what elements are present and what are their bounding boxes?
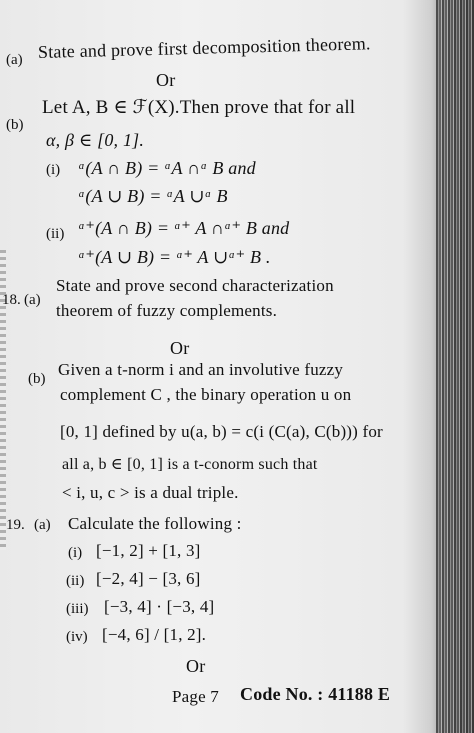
or-19: Or — [186, 656, 206, 676]
or-1: Or — [156, 70, 176, 90]
q19-a-text: Calculate the following : — [68, 514, 242, 533]
q-b1-ii-line1: ᵅ⁺(A ∩ B) = ᵅ⁺ A ∩ᵅ⁺ B and — [78, 218, 290, 238]
q18-a-line1: State and prove second characterization — [56, 276, 334, 295]
q19-a-label: (a) — [34, 517, 51, 533]
q18-b-line2: complement C , the binary operation u on — [60, 385, 352, 404]
q18-a-label: (a) — [24, 292, 41, 308]
q19-item-expr: [−3, 4] · [−3, 4] — [104, 597, 215, 616]
q-b1-ii-label: (ii) — [46, 226, 65, 242]
q18-a-line2: theorem of fuzzy complements. — [56, 301, 278, 320]
book-edge-shadow — [436, 0, 474, 733]
q18-b-line1: Given a t-norm i and an involutive fuzzy — [58, 360, 344, 379]
q-b1-i-label: (i) — [46, 162, 61, 178]
q-b1-line1: Let A, B ∈ ℱ(X).Then prove that for all — [42, 97, 356, 118]
q19-item-label: (i) — [68, 545, 83, 561]
or-18: Or — [170, 338, 190, 358]
page-number: Page 7 — [172, 687, 219, 706]
q19-item-expr: [−4, 6] / [1, 2]. — [102, 625, 207, 644]
q19-item-label: (ii) — [66, 573, 85, 589]
q18-b-label: (b) — [28, 371, 46, 387]
q19-item-label: (iii) — [66, 601, 89, 617]
q-a1-label: (a) — [6, 52, 23, 68]
q18-number: 18. — [2, 292, 21, 308]
q-b1-line2: α, β ∈ [0, 1]. — [46, 130, 145, 150]
q-b1-i-line1: ᵅ(A ∩ B) = ᵅA ∩ᵅ B and — [78, 158, 256, 178]
q19-item-label: (iv) — [66, 629, 88, 645]
q19-item-expr: [−2, 4] − [3, 6] — [96, 569, 201, 588]
q-b1-label: (b) — [6, 117, 24, 133]
q18-b-line3: [0, 1] defined by u(a, b) = c(i (C(a), C(b))) for — [60, 422, 383, 441]
code-number: Code No. : 41188 E — [240, 684, 391, 704]
q19-item-expr: [−1, 2] + [1, 3] — [96, 541, 201, 560]
q19-number: 19. — [6, 517, 25, 533]
q-a1-text: State and prove first decomposition theorem. — [37, 33, 371, 62]
q-b1-ii-line2: ᵅ⁺(A ∪ B) = ᵅ⁺ A ∪ᵅ⁺ B . — [78, 247, 271, 267]
q18-b-line5: < i, u, c > is a dual triple. — [62, 483, 239, 502]
q-b1-i-line2: ᵅ(A ∪ B) = ᵅA ∪ᵅ B — [78, 186, 228, 206]
q18-b-line4: all a, b ∈ [0, 1] is a t-conorm such that — [62, 456, 318, 473]
